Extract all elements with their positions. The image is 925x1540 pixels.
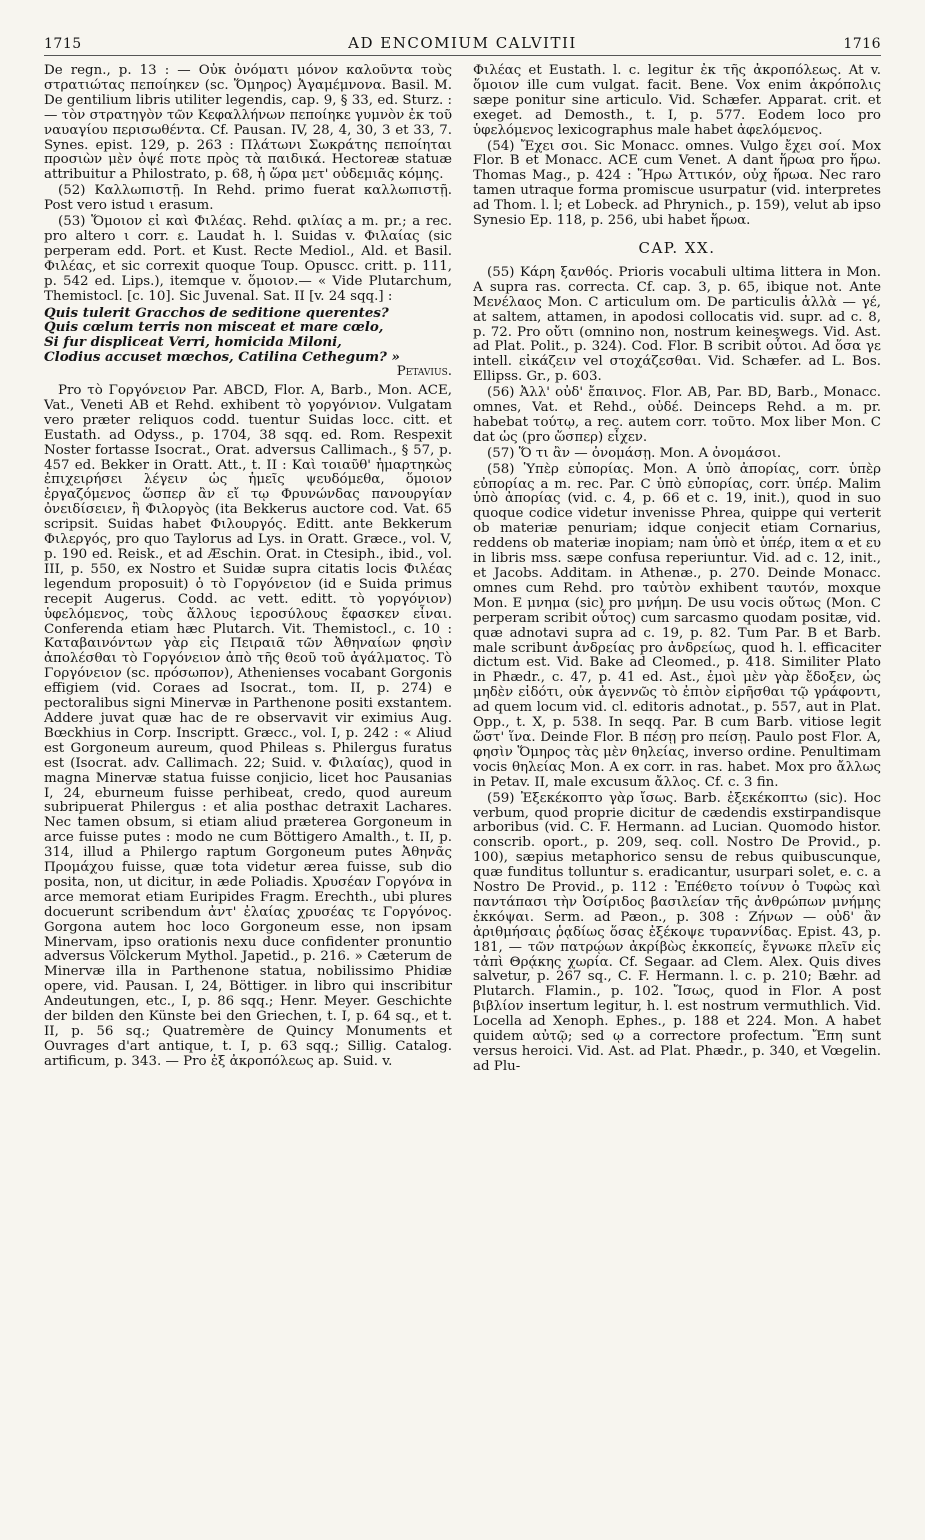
running-title: AD ENCOMIUM CALVITII [348, 34, 577, 52]
note-paragraph: De regn., p. 13 : — Οὐκ ὀνόματι μόνον καλοῦντα τοὺς στρατιώτας πεποίηκεν (sc. Ὅμηρος) Ἀγαμέμνονα. Basil. M. De gentilium libris utiliter legendis, cap. 9, § 33, ed. Sturz. : — τὸν στρατηγὸν τῶν Κεφαλλήνων πεποίηκε γυμνὸν ἐκ τοῦ ναυαγίου περισωθέντα. Cf. Pausan. IV, 28, 4, 30, 3 et 33, 7. Synes. epist. 129, p. 263 : Πλάτωνι Σωκράτης πεποίηται προσιὼν μὲν ὀψέ ποτε πρὸς τὰ παιδικά. Hectoreæ statuæ attribuitur a Philostrato, p. 68, ἡ ὥρα μετ' οὐδεμιᾶς κόμης. [44, 63, 452, 183]
note-55: (55) Κάρη ξανθός. Prioris vocabuli ultima littera in Mon. A supra ras. correcta. Cf. cap. 3, p. 65, ibique not. Ante Μενέλαος Mon. C articulum om. De particulis ἀλλὰ — γέ, at saltem, attamen, in apodosi collocatis vid. supr. ad c. 8, p. 72. Pro οὔτι (omnino non, nostrum keineswegs. Vid. Ast. ad Plat. Polit., p. 324). Cod. Flor. B scribit οὗτοι. Ad ὅσα γε intell. εἰκάζειν vel στοχάζεσθαι. Vid. Schæfer. ad L. Bos. Ellipss. Gr., p. 603. [473, 264, 881, 385]
note-57: (57) Ὅ τι ἂν — ὀνομάσῃ. Mon. A ὀνομάσοι. [487, 445, 782, 461]
note-59: (59) Ἐξεκέκοπτο γὰρ ἴσως. Barb. ἐξεκέκοπτω (sic). Hoc verbum, quod proprie dicitur de cædendis exstirpandisque arboribus (vid. C. F. Hermann. ad Lucian. Quomodo histor. conscrib. oport., p. 209, seq. coll. Nostro De Provid., p. 100), sæpius metaphorico sensu de rebus quibuscunque, quæ funditus tolluntur s. eradicantur, usurpari solet, e. c. a Nostro De Provid., p. 112 : Ἐπέθετο τοίνυν ὁ Τυφὼς καὶ παντάπασι τὴν Ὀσίριδος βασιλείαν τῆς ἀνθρώπων μνήμης ἐκκόψαι. Serm. ad Pæon., p. 308 : Ζήνων — οὐδ' ἂν ἀριθμήσαις ῥᾳδίως ὅσας ἐξέκοψε τυραννίδας. Epist. 43, p. 181, — τῶν πατρῴων ἀκρίβὼς ἐκκοπείς, ἔγνωκε πλεῖν εἰς τἀπὶ Θρᾴκης χωρία. Cf. Segaar. ad Clem. Alex. Quis dives salvetur, p. 267 sq., C. F. Hermann. l. c. p. 210; Bæhr. ad Plutarch. Flamin., p. 102. Ἴσως, quod in Flor. A post βιβλίον insertum legitur, h. l. est nostrum vermuthlich. Vid. Locella ad Xenoph. Ephes., p. 188 et 224. Mon. A habet quidem αὐτῷ; sed ῳ a correctore profectum. Ἔπη sunt versus heroici. Vid. Ast. ad Plat. Phædr., p. 340, et Vœgelin. ad Plu- [473, 790, 881, 1074]
verse-line: Quis tulerit Gracchos de seditione querentes? [44, 304, 389, 321]
note-56: (56) Ἀλλ' οὐδ' ἔπαινος. Flor. AB, Par. BD, Barb., Monacc. omnes, Vat. et Rehd., οὐδέ. Deinceps Rehd. a m. pr. habebat τούτῳ, a rec. autem corr. τοῦτο. Mox liber Mon. C dat ὡς (pro ὥσπερ) εἶχεν. [473, 385, 881, 445]
right-column [473, 64, 881, 1076]
juvenal-verse [44, 306, 452, 366]
verse-line: Clodius accuset mœchos, Catilina Cethegum? » [44, 349, 400, 366]
note-54: (54) Ἔχει σοι. Sic Monacc. omnes. Vulgo ἔχει σοί. Mox Flor. B et Monacc. ACE cum Venet. A dant ἥρωα pro ἥρω. Thomas Mag., p. 424 : Ἥρω Ἀττικόν, οὐχ ἥρωα. Nec raro tamen utraque forma promiscue usurpatur (vid. interpretes ad Thom. l. l; et Lobeck. ad Phrynich., p. 159), velut ab ipso Synesio Ep. 118, p. 256, ubi habet ἥρωα. [473, 138, 881, 229]
right-page-number: 1716 [843, 36, 881, 52]
note-53: (53) Ὅμοιον εἰ καὶ Φιλέας. Rehd. φιλίας a m. pr.; a rec. pro altero ι corr. ε. Laudat h. l. Suidas v. Φιλαίας (sic perperam edd. Port. et Kust. Recte Mediol., Ald. et Basil. Φιλέας, et sic correxit quoque Toup. Opuscc. critt. p. 111, p. 542 ed. Lips.), itemque v. ὅμοιον.— « Vide Plutarchum, Themistocl. [c. 10]. Sic Juvenal. Sat. II [v. 24 sqq.] : [44, 214, 452, 304]
two-column-body [44, 64, 881, 1076]
verse-line: Quis cœlum terris non misceat et mare cœlo, [44, 319, 384, 336]
note-58: (58) Ὑπὲρ εὐπορίας. Mon. A ὑπὸ ἀπορίας, corr. ὑπὲρ εὐπορίας a m. rec. Par. C ὑπὸ εὐπορίας, corr. ὑπέρ. Malim ὑπὸ ἀπορίας (vid. c. 4, p. 66 et c. 19, init.), quod in suo quoque codice videtur invenisse Phrea, quippe qui verterit ob materiæ penuriam; idque conjecit etiam Cornarius, reddens ob materiæ inopiam; nam ὑπὸ et ὑπέρ, item α et ευ in libris mss. sæpe confusa reperiuntur. Vid. ad c. 12, init., et Jacobs. Additam. in Athenæ., p. 270. Deinde Monacc. omnes cum Rehd. pro ταὐτὸν exhibent ταυτόν, moxque Mon. E μνημα (sic) pro μνήμη. De usu vocis οὕτως (Mon. C perperam scribit οὗτος) cum sarcasmo quodam positæ, vid. quæ adnotavi supra ad c. 19, p. 82. Tum Par. B et Barb. male scribunt ἀνδρείας pro ἀνδρείως, quod h. l. efficaciter dictum est. Vid. Bake ad Cleomed., p. 418. Similiter Plato in Phædr., c. 47, p. 41 ed. Ast., ἐμοὶ μὲν γὰρ ἔδοξεν, ὡς μηδὲν εἰδότι, οὐκ ἀγεννῶς τὸ ἐπιὸν εἰρῆσθαι τῷ γράφοντι, ad quem locum vid. cl. editoris adnotat., p. 557, aut in Plat. Opp., t. X, p. 538. In seqq. Par. B cum Barb. vitiose legit ὥστ' ἵνα. Deinde Flor. B πέσῃ pro πείσῃ. Paulo post Flor. A, φησὶν Ὅμηρος τὰς μὲν θηλείας, inverso ordine. Penultimam vocis θηλείας Mon. A ex corr. in ras. habet. Mox pro ἄλλως in Petav. II, male excusum ἄλλος. Cf. c. 3 fin. [473, 461, 881, 790]
left-column [44, 64, 452, 1076]
note-52: (52) Καλλωπιστῇ. In Rehd. primo fuerat καλλωπιστῇ. Post vero istud ι erasum. [44, 183, 452, 214]
verse-line: Si fur displiceat Verri, homicida Miloni, [44, 334, 342, 351]
chapter-heading: CAP. XX. [638, 238, 716, 257]
left-page-number: 1715 [44, 36, 82, 52]
running-header [44, 34, 881, 56]
note-paragraph: Pro τὸ Γοργόνειον Par. ABCD, Flor. A, Barb., Mon. ACE, Vat., Veneti AB et Rehd. exhibent τὸ γοργόνιον. Vulgatam vero præter reliquos codd. tuentur Suidas locc. citt. et Eustath. ad Odyss., p. 1704, 38 sqq. ed. Rom. Respexit Noster fortasse Isocrat., Orat. adversus Callimach., § 57, p. 457 ed. Bekker in Oratt. Att., t. II : Καὶ τοιαῦθ' ἡμαρτηκὼς ἐπιχειρήσει λέγειν ὡς ἡμεῖς ψευδόμεθα, ὅμοιον ἐργαζόμενος ὥσπερ ἂν εἴ τῳ Φρυνώνδας πανουργίαν ὀνειδίσειεν, ἢ Φιλοργὸς (ita Bekkerus auctore cod. Vat. 65 scripsit. Suidas habet Φιλουργός. Editt. ante Bekkerum Φιλεργός, pro quo Taylorus ad Lys. in Oratt. Græce., vol. V, p. 190 ed. Reisk., et ad Æschin. Orat. in Ctesiph., ibid., vol. III, p. 550, ex Nostro et Suidæ supra citatis locis Φιλέας legendum proposuit) ὁ τὸ Γοργόνειον (id e Suida primus recepit Augerus. Codd. ac vett. editt. τὸ γοργόνιον) ὑφελόμενος, τοὺς ἄλλους ἱεροσύλους ἔφασκεν εἶναι. Conferenda etiam hæc Plutarch. Vit. Themistocl., c. 10 : Καταβαινόντων γὰρ εἰς Πειραιᾶ τῶν Ἀθηναίων φησὶν ἀπολέσθαι τὸ Γοργόνειον ἀπὸ τῆς θεοῦ τοῦ ἀγάλματος. Τὸ Γοργόνειον (sc. πρόσωπον), Athenienses vocabant Gorgonis effigiem (vid. Coraes ad Isocrat., tom. II, p. 274) e pectoralibus signi Minervæ in Parthenone positi exstantem. Addere juvat quæ hac de re observavit vir eximius Aug. Bœckhius in Corp. Inscriptt. Græcc., vol. I, p. 242 : « Aliud est Gorgoneum aureum, quod Phileas s. Philergus furatus est (Isocrat. adv. Callimach. 22; Suid. v. Φιλαίας), quod in magna Minervæ statua fuisse conjicio, licet hoc Pausanias I, 24, eburneum fuisse perhibeat, credo, quod aureum subripuerat Philergus : et alia posthac detraxit Lachares. Nec tamen obsum, si etiam aliud præterea Gorgoneum in arce fuisse putes : modo ne cum Böttigero Amalth., t. II, p. 314, illud a Philergo raptum Gorgoneum putes Ἀθηνᾶς Προμάχου fuisse, quæ tota videtur ærea fuisse, sub dio posita, non, ut dicitur, in æde Poliadis. Χρυσέαν Γοργόνα in arce memorat etiam Euripides Fragm. Erechth., ubi plures docuerunt scribendum ἀντ' ἐλαίας χρυσέας τε Γοργόνος. Gorgona autem hoc loco Gorgoneum esse, non ipsam Minervam, ipso orationis nexu duce confidenter pronuntio adversus Völckerum Mythol. Japetid., p. 216. » Cæterum de Minervæ illa in Parthenone statua, nobilissimo Phidiæ opere, vid. Pausan. I, 24, Böttiger. in libro qui inscribitur Andeutungen, etc., I, p. 86 sqq.; Henr. Meyer. Geschichte der bilden den Künste bei den Griechen, t. I, p. 64 sq., et t. II, p. 56 sq.; Quatremère de Quincy Monuments et Ouvrages d'art antique, t. I, p. 63 sqq.; Sillig. Catalog. artificum, p. 343. — Pro ἐξ ἀκροπόλεως ap. Suid. v. [44, 383, 452, 1069]
signature: Petavius. [396, 364, 452, 380]
note-paragraph: Φιλέας et Eustath. l. c. legitur ἐκ τῆς ἀκροπόλεως. At v. ὅμοιον ille cum vulgat. facit. Bene. Vox enim ἀκρόπολις sæpe ponitur sine articulo. Vid. Schæfer. Apparat. crit. et exeget. ad Demosth., t. I, p. 577. Eodem loco pro ὑφελόμενος lexicographus male habet ἀφελόμενος. [473, 63, 881, 138]
